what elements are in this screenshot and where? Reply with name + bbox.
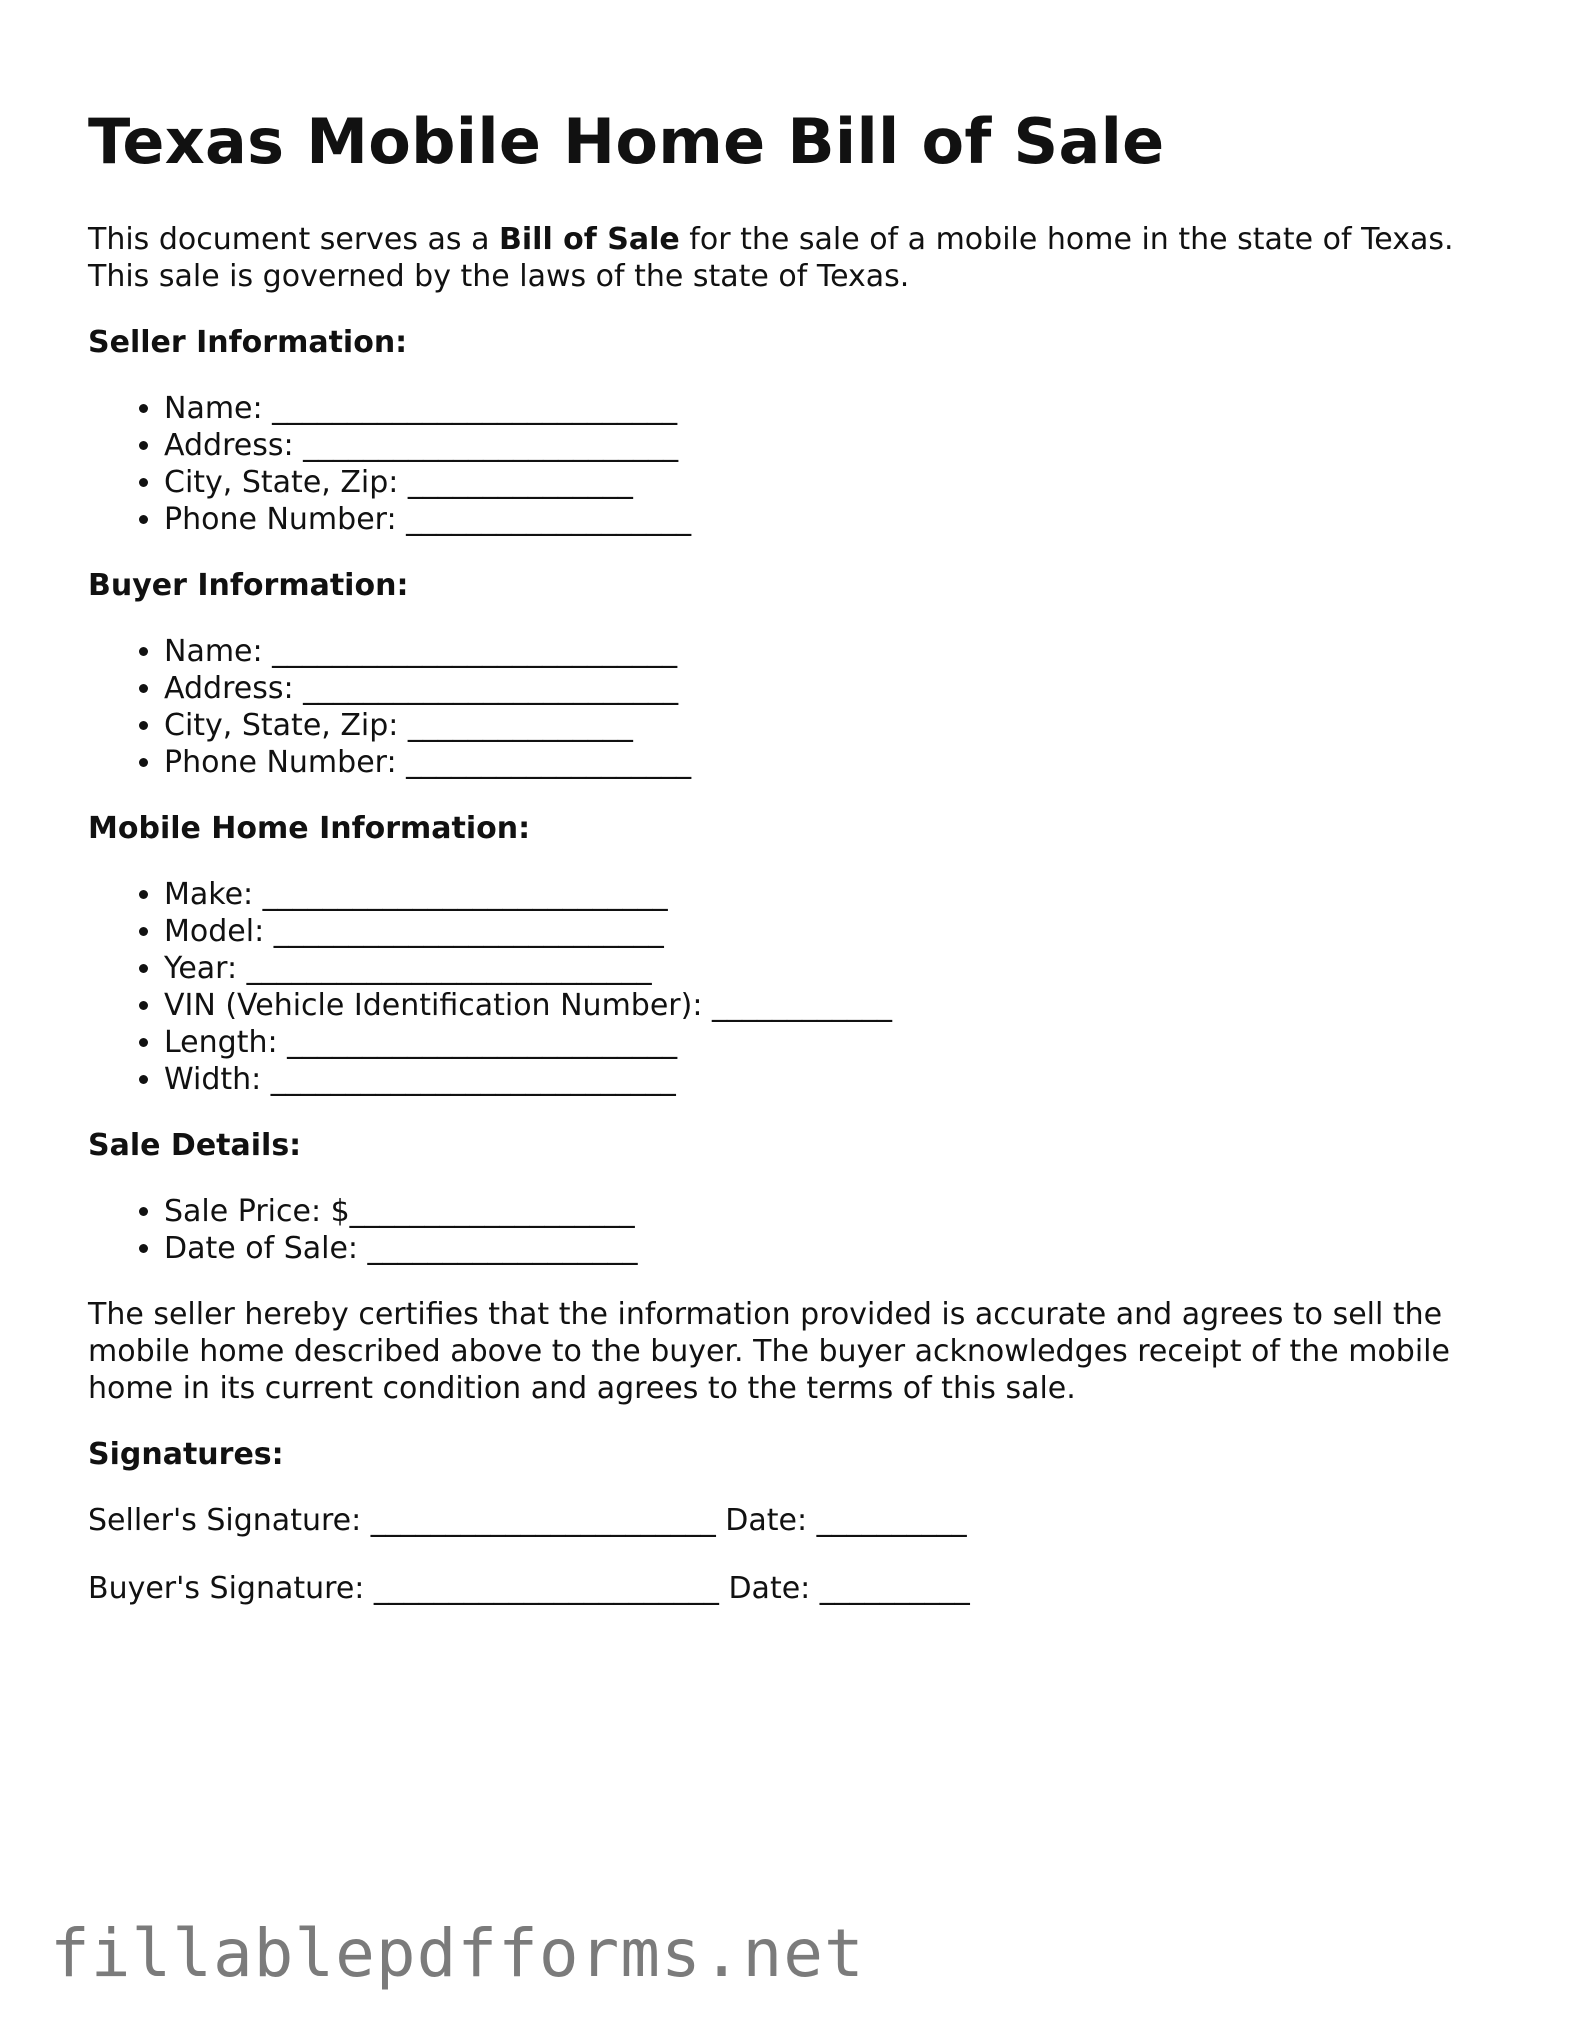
seller-signature-line[interactable]: Seller's Signature: _______________________ Date: __________	[88, 1503, 967, 1539]
buyer-address-field[interactable]: • Address: _________________________	[164, 670, 1508, 707]
model-field[interactable]: • Model: __________________________	[164, 913, 1508, 950]
year-field[interactable]: • Year: ___________________________	[164, 950, 1508, 987]
buyer-list	[88, 633, 1508, 781]
sale-price-field[interactable]: • Sale Price: $___________________	[164, 1193, 1508, 1230]
document-page	[88, 105, 1508, 1638]
signatures-heading: Signatures:	[88, 1437, 284, 1473]
sale-details-list	[88, 1193, 1508, 1267]
intro-text-start: This document serves as a	[88, 222, 500, 258]
mobile-home-list	[88, 876, 1508, 1098]
seller-address-field[interactable]: • Address: _________________________	[164, 427, 1508, 464]
buyer-signature-line[interactable]: Buyer's Signature: _______________________ Date: __________	[88, 1571, 970, 1607]
mobile-home-heading: Mobile Home Information:	[88, 811, 531, 847]
intro-bold-term: Bill of Sale	[499, 222, 680, 258]
seller-name-field[interactable]: • Name: ___________________________	[164, 390, 1508, 427]
date-of-sale-field[interactable]: • Date of Sale: __________________	[164, 1230, 1508, 1267]
seller-phone-field[interactable]: • Phone Number: ___________________	[164, 501, 1508, 538]
buyer-name-field[interactable]: • Name: ___________________________	[164, 633, 1508, 670]
buyer-city-state-zip-field[interactable]: • City, State, Zip: _______________	[164, 707, 1508, 744]
intro-paragraph	[88, 221, 1508, 295]
certification-paragraph: The seller hereby certifies that the information provided is accurate and agrees to sell the mobile home described above to the buyer. The buyer acknowledges receipt of the mobile home in its current condition and agrees to the terms of this sale.	[88, 1297, 1450, 1407]
buyer-heading: Buyer Information:	[88, 568, 409, 604]
length-field[interactable]: • Length: __________________________	[164, 1024, 1508, 1061]
width-field[interactable]: • Width: ___________________________	[164, 1061, 1508, 1098]
buyer-phone-field[interactable]: • Phone Number: ___________________	[164, 744, 1508, 781]
intro-text-end: for the sale of a mobile home in the state of Texas. This sale is governed by the laws of the state of Texas.	[88, 222, 1454, 295]
make-field[interactable]: • Make: ___________________________	[164, 876, 1508, 913]
sale-details-heading: Sale Details:	[88, 1128, 302, 1164]
vin-field[interactable]: • VIN (Vehicle Identification Number): ____________	[164, 987, 1508, 1024]
seller-city-state-zip-field[interactable]: • City, State, Zip: _______________	[164, 464, 1508, 501]
watermark: fillablepdfforms.net	[50, 1915, 865, 1992]
document-title: Texas Mobile Home Bill of Sale	[88, 105, 1165, 178]
seller-list	[88, 390, 1508, 538]
seller-heading: Seller Information:	[88, 325, 408, 361]
